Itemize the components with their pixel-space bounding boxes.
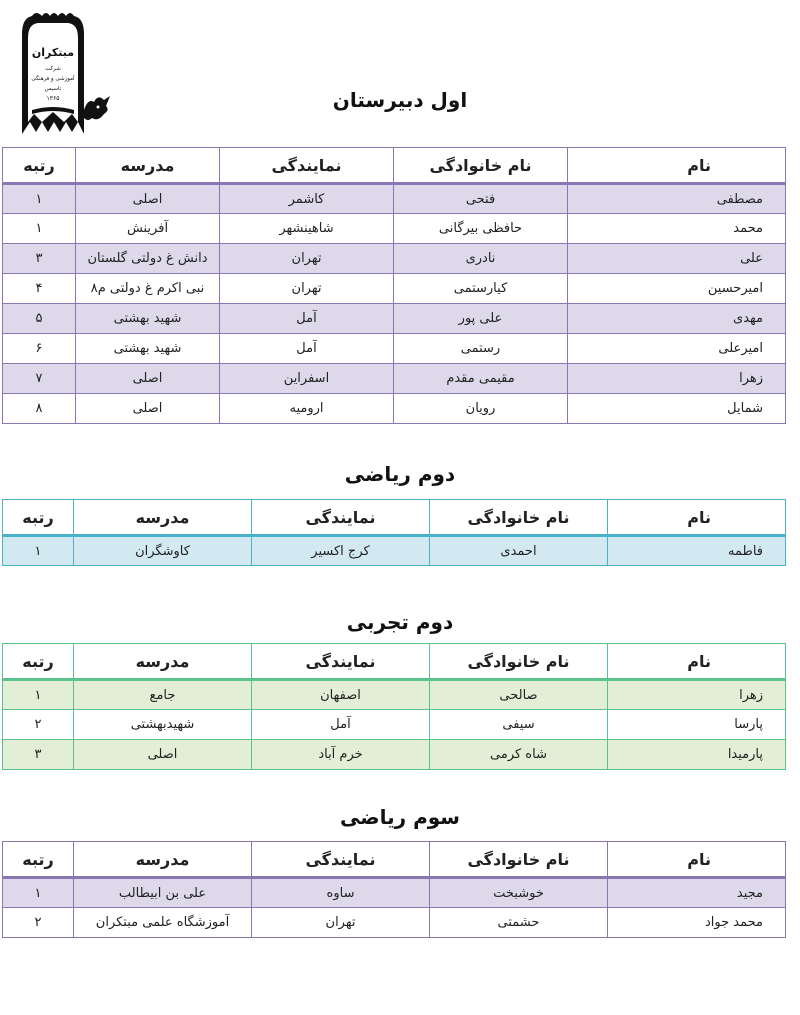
- cell-city: ارومیه: [220, 394, 394, 424]
- cell-city: تهران: [220, 274, 394, 304]
- header-name: نام: [608, 644, 786, 680]
- cell-name: پارمیدا: [608, 740, 786, 770]
- cell-school: اصلی: [76, 394, 220, 424]
- header-city: نمایندگی: [252, 644, 430, 680]
- mobtakeran-logo: [18, 10, 110, 138]
- cell-school: علی بن ابیطالب: [74, 878, 252, 908]
- cell-school: شهید بهشتی: [76, 304, 220, 334]
- cell-name: علی: [568, 244, 786, 274]
- cell-city: کاشمر: [220, 184, 394, 214]
- cell-family: رستمی: [394, 334, 568, 364]
- cell-city: اصفهان: [252, 680, 430, 710]
- cell-rank: ۳: [3, 740, 74, 770]
- cell-family: رویان: [394, 394, 568, 424]
- header-rank: رتبه: [3, 500, 74, 536]
- header-city: نمایندگی: [220, 148, 394, 184]
- cell-family: احمدی: [430, 536, 608, 566]
- cell-school: نبی اکرم غ دولتی م۸: [76, 274, 220, 304]
- logo-line2: آموزشی و فرهنگی: [31, 76, 75, 82]
- table-row: [3, 304, 786, 334]
- table-row: [3, 536, 786, 566]
- cell-school: آفرینش: [76, 214, 220, 244]
- cell-city: کرج اکسیر: [252, 536, 430, 566]
- cell-name: مصطفی: [568, 184, 786, 214]
- header-name: نام: [608, 500, 786, 536]
- cell-school: اصلی: [76, 364, 220, 394]
- table-row: [3, 908, 786, 938]
- cell-name: فاطمه: [608, 536, 786, 566]
- header-school: مدرسه: [74, 644, 252, 680]
- cell-family: فتحی: [394, 184, 568, 214]
- cell-rank: ۵: [3, 304, 76, 334]
- cell-family: کیارستمی: [394, 274, 568, 304]
- header-school: مدرسه: [74, 842, 252, 878]
- cell-name: مجید: [608, 878, 786, 908]
- cell-school: اصلی: [74, 740, 252, 770]
- table-row: [3, 334, 786, 364]
- header-city: نمایندگی: [252, 842, 430, 878]
- table-row: [3, 680, 786, 710]
- cell-rank: ۱: [3, 214, 76, 244]
- header-name: نام: [608, 842, 786, 878]
- header-city: نمایندگی: [252, 500, 430, 536]
- table-row: [3, 394, 786, 424]
- cell-family: سیفی: [430, 710, 608, 740]
- table-row: [3, 184, 786, 214]
- table-first-grade: [2, 147, 786, 424]
- cell-city: آمل: [220, 304, 394, 334]
- cell-city: اسفراین: [220, 364, 394, 394]
- cell-rank: ۷: [3, 364, 76, 394]
- cell-rank: ۱: [3, 878, 74, 908]
- logo-line1: شرکت: [45, 66, 61, 72]
- cell-family: شاه کرمی: [430, 740, 608, 770]
- cell-family: علی پور: [394, 304, 568, 334]
- cell-city: آمل: [252, 710, 430, 740]
- logo-line3: تاسیس: [44, 86, 62, 92]
- header-name: نام: [568, 148, 786, 184]
- table-row: [3, 244, 786, 274]
- section-title-second-science: دوم تجربی: [346, 610, 454, 634]
- cell-rank: ۶: [3, 334, 76, 364]
- cell-school: کاوشگران: [74, 536, 252, 566]
- header-family: نام خانوادگی: [430, 644, 608, 680]
- cell-family: صالحی: [430, 680, 608, 710]
- header-family: نام خانوادگی: [394, 148, 568, 184]
- header-school: مدرسه: [76, 148, 220, 184]
- header-school: مدرسه: [74, 500, 252, 536]
- cell-rank: ۸: [3, 394, 76, 424]
- cell-school: دانش غ دولتی گلستان: [76, 244, 220, 274]
- cell-city: تهران: [252, 908, 430, 938]
- table-second-math: [2, 499, 786, 566]
- cell-family: حافظی بیرگانی: [394, 214, 568, 244]
- cell-rank: ۱: [3, 536, 74, 566]
- cell-name: امیرحسین: [568, 274, 786, 304]
- header-rank: رتبه: [3, 842, 74, 878]
- header-rank: رتبه: [3, 644, 74, 680]
- cell-city: خرم آباد: [252, 740, 430, 770]
- cell-city: شاهینشهر: [220, 214, 394, 244]
- cell-name: زهرا: [568, 364, 786, 394]
- cell-city: تهران: [220, 244, 394, 274]
- cell-family: مقیمی مقدم: [394, 364, 568, 394]
- cell-rank: ۴: [3, 274, 76, 304]
- cell-family: خوشبخت: [430, 878, 608, 908]
- cell-family: حشمتی: [430, 908, 608, 938]
- table-third-math: [2, 841, 786, 938]
- cell-rank: ۲: [3, 710, 74, 740]
- cell-school: آموزشگاه علمی مبتکران: [74, 908, 252, 938]
- logo-year: ۱۳۶۵: [46, 95, 60, 102]
- cell-name: شمایل: [568, 394, 786, 424]
- cell-school: جامع: [74, 680, 252, 710]
- table-row: [3, 364, 786, 394]
- cell-school: شهیدبهشتی: [74, 710, 252, 740]
- cell-city: آمل: [220, 334, 394, 364]
- cell-name: مهدی: [568, 304, 786, 334]
- section-title-third-math: سوم ریاضی: [340, 805, 460, 829]
- cell-name: محمد جواد: [608, 908, 786, 938]
- logo-name: مبتکران: [31, 46, 75, 59]
- section-title-first-grade: اول دبیرستان: [332, 88, 468, 112]
- cell-school: شهید بهشتی: [76, 334, 220, 364]
- table-second-science: [2, 643, 786, 770]
- section-title-second-math: دوم ریاضی: [344, 462, 456, 486]
- table-row: [3, 710, 786, 740]
- cell-family: نادری: [394, 244, 568, 274]
- cell-name: محمد: [568, 214, 786, 244]
- header-family: نام خانوادگی: [430, 500, 608, 536]
- header-rank: رتبه: [3, 148, 76, 184]
- table-row: [3, 214, 786, 244]
- cell-name: امیرعلی: [568, 334, 786, 364]
- table-row: [3, 878, 786, 908]
- table-row: [3, 740, 786, 770]
- cell-rank: ۳: [3, 244, 76, 274]
- cell-school: اصلی: [76, 184, 220, 214]
- cell-name: پارسا: [608, 710, 786, 740]
- cell-city: ساوه: [252, 878, 430, 908]
- cell-name: زهرا: [608, 680, 786, 710]
- cell-rank: ۲: [3, 908, 74, 938]
- table-row: [3, 274, 786, 304]
- cell-rank: ۱: [3, 680, 74, 710]
- cell-rank: ۱: [3, 184, 76, 214]
- header-family: نام خانوادگی: [430, 842, 608, 878]
